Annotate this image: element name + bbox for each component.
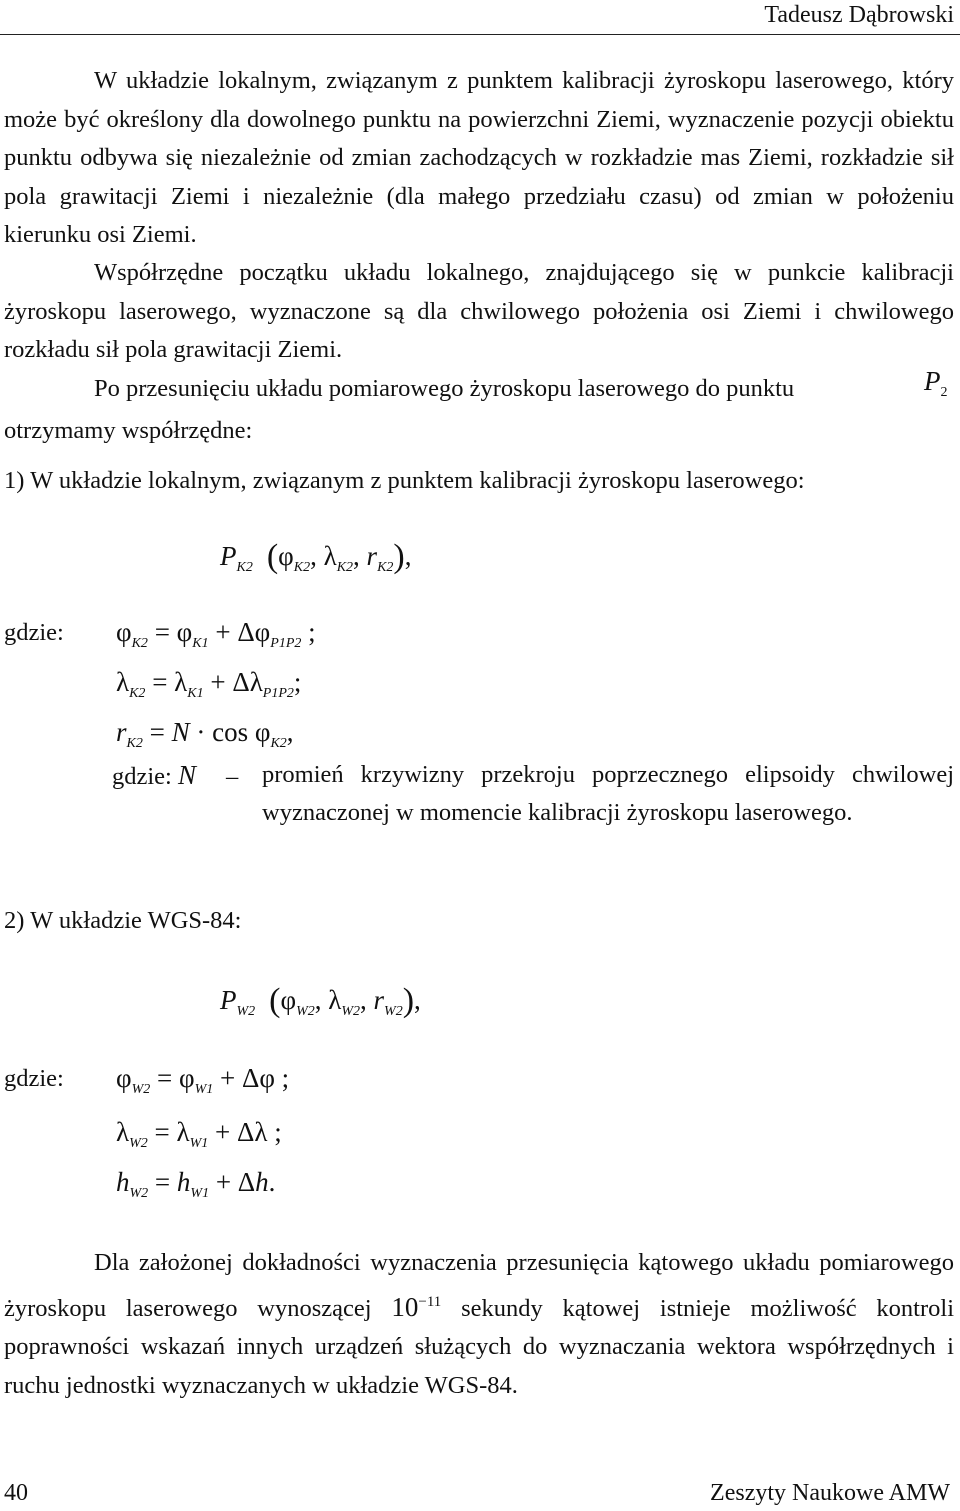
equation-lambda-w2: $\lambda_{W2} = \lambda_{W1} + \Delta\lambda$ ; — [116, 1117, 282, 1151]
paragraph-2: Współrzędne początku układu lokalnego, znajdującego się w punkcie kalibracji żyroskopu laserowego, wyznaczone są dla chwilowego położenia osi Ziemi i chwilowego rozkładu sił pola grawitacji Ziemi. — [4, 259, 954, 363]
equation-r-k2: $r_{K2} = N \cdot \cos \varphi_{K2}$, — [116, 717, 294, 751]
paragraph-4-part-a: Dla założonej dokładności wyznaczenia przesunięcia kątowego układu pomiarowego żyroskopu laserowego wynoszącej — [4, 1249, 954, 1322]
equation-phi-w2: $\varphi_{W2} = \varphi_{W1} + \Delta\varphi$ ; — [116, 1063, 290, 1097]
point-p2-symbol: $P_2$ — [924, 366, 948, 400]
equation-lambda-k2: $\lambda_{K2} = \lambda_{K1} + \Delta\lambda_{P1P2}$; — [116, 667, 302, 701]
item-2-heading: 2) W układzie WGS-84: — [4, 907, 242, 934]
equation-pw2: $P_{W2}$ ($\varphi_{W2}$, $\lambda_{W2}$, $r_{W2}$), — [220, 982, 421, 1019]
paragraph-1: W układzie lokalnym, związanym z punktem kalibracji żyroskopu laserowego, który może być określony dla dowolnego punktu na powierzchni Ziemi, wyznaczenie pozycji obiektu punktu odbywa się niezależnie od zmian zachodzących w rozkładzie mas Ziemi, rozkładzie sił pola grawitacji Ziemi i niezależnie (dla małego przedziału czasu) od zmian w położeniu kierunku osi Ziemi. — [4, 67, 954, 248]
paragraph-3: Po przesunięciu układu pomiarowego żyroskopu laserowego do punktu — [94, 375, 795, 402]
item-1-heading: 1) W układzie lokalnym, związanym z punktem kalibracji żyroskopu laserowego: — [4, 467, 805, 494]
equation-h-w2: $h_{W2} = h_{W1} + \Delta h$. — [116, 1167, 276, 1201]
journal-name: Zeszyty Naukowe AMW — [710, 1480, 950, 1506]
item-2-gdzie-label: gdzie: — [4, 1065, 64, 1092]
paragraph-4 — [4, 1244, 954, 1405]
note-gdzie-label: gdzie: — [112, 763, 172, 790]
page-number: 40 — [4, 1480, 28, 1506]
power-of-ten: $10^{-11}$ — [391, 1291, 442, 1322]
item-1-gdzie-label: gdzie: — [4, 619, 64, 646]
running-header-author: Tadeusz Dąbrowski — [764, 2, 954, 28]
header-rule — [0, 34, 960, 35]
equation-pk2: $P_{K2}$ ($\varphi_{K2}$, $\lambda_{K2}$, $r_{K2}$), — [220, 538, 412, 575]
paragraph-3-continuation: otrzymamy współrzędne: — [4, 417, 253, 444]
item-1-note-text: promień krzywizny przekroju poprzecznego elipsoidy chwilowej wyznaczonej w momencie kalibracji żyroskopu laserowego. — [262, 761, 954, 826]
equation-phi-k2: $\varphi_{K2} = \varphi_{K1} + \Delta\varphi_{P1P2}$ ; — [116, 617, 316, 651]
paragraph-4-part-b: sekundy kątowej istnieje możliwość kontroli poprawności wskazań innych urządzeń służących do wyznaczania wektora współrzędnych i ruchu jednostki wyznaczanych w układzie WGS-84. — [4, 1294, 955, 1399]
note-dash: – — [226, 763, 239, 790]
note-symbol-n: N — [178, 760, 197, 790]
